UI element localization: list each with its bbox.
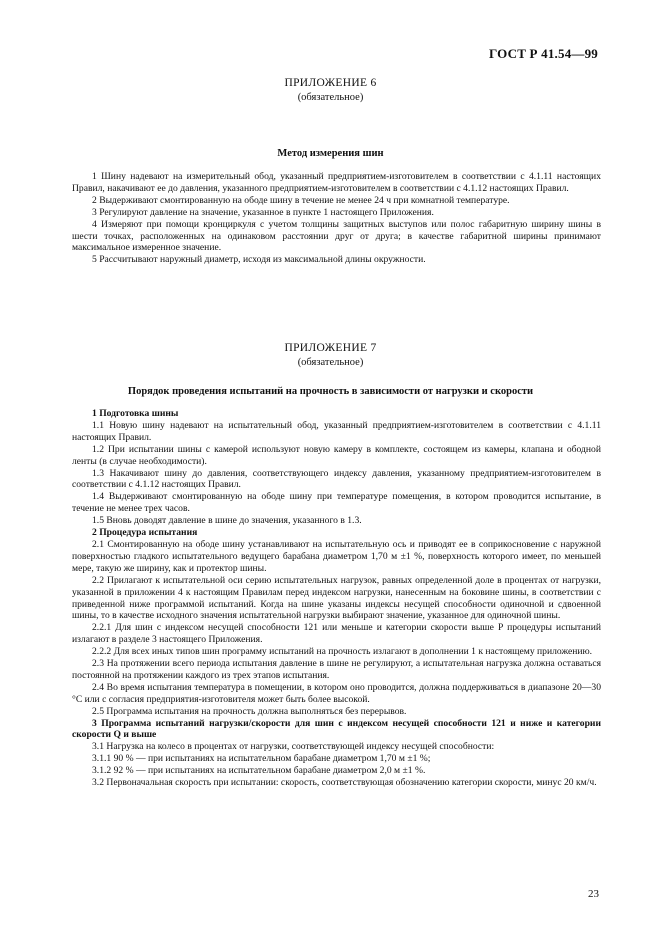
- appendix-6-paragraph: 2 Выдерживают смонтированную на ободе шину в течение не менее 24 ч при комнатной температуре.: [92, 194, 510, 206]
- appendix-7-paragraph: 3.2 Первоначальная скорость при испытании: скорость, соответствующая обозначению категории скорости, минус 20 км/ч.: [92, 777, 597, 789]
- appendix-7-paragraph: 1.2 При испытании шины с камерой используют новую камеру в комплекте, состоящем из камеры, клапана и ободной ленты (в случае необходимости).: [72, 443, 601, 467]
- appendix-6-title: ПРИЛОЖЕНИЕ 6: [284, 77, 377, 89]
- appendix-7-body: [72, 408, 601, 789]
- appendix-7-paragraph: 2.4 Во время испытания температура в помещении, в котором оно проводится, должна поддерживаться в диапазоне 20—30 °C или с согласия предприятия-изготовителя может быть более высокой.: [72, 681, 601, 705]
- appendix-7-title: ПРИЛОЖЕНИЕ 7: [284, 342, 377, 354]
- section-heading: 1 Подготовка шины: [92, 408, 179, 419]
- appendix-7-paragraph: 1.3 Накачивают шину до давления, соответствующего индексу давления, указанному предприятием-изготовителем в соответствии с 4.1.12 настоящих Правил.: [72, 467, 601, 491]
- appendix-7-subtitle: (обязательное): [297, 357, 364, 368]
- appendix-7-paragraph: 1.1 Новую шину надевают на испытательный обод, указанный предприятием-изготовителем в соответствии с 4.1.11 настоящих Правил.: [72, 419, 601, 443]
- appendix-7-paragraph: 3.1.1 90 % — при испытаниях на испытательном барабане диаметром 1,70 м ±1 %;: [92, 753, 431, 765]
- appendix-6-heading: Метод измерения шин: [277, 148, 384, 159]
- appendix-6-paragraph: 1 Шину надевают на измерительный обод, указанный предприятием-изготовителем в соответствии с 4.1.11 настоящих Правил, накачивают ее до давления, указанного предприятием-изготовителем в соответствии с 4.1.12 настоящих Правил.: [72, 171, 601, 194]
- section-heading: 2 Процедура испытания: [92, 527, 198, 539]
- appendix-6-body: [72, 171, 601, 266]
- appendix-7-paragraph: 2.3 На протяжении всего периода испытания давление в шине не регулируют, а испытательная нагрузка должна оставаться постоянной на протяжении каждого из трех этапов испытания.: [72, 658, 601, 681]
- appendix-7-paragraph: 2.5 Программа испытания на прочность должна выполняться без перерывов.: [92, 705, 407, 717]
- appendix-7-paragraph: 2.1 Смонтированную на ободе шину устанавливают на испытательную ось и приводят ее в соприкосновение с наружной поверхностью гладкого испытательного ведущего барабана диаметром 1,70 м ±1 %, поверхность которого имеет, по меньшей мере, такую же ширину, как и протектор шины.: [72, 538, 601, 574]
- appendix-7-paragraph: 2.2.2 Для всех иных типов шин программу испытаний на прочность излагают в дополнении 1 к настоящему приложению.: [92, 646, 593, 658]
- appendix-7-paragraph: 1.5 Вновь доводят давление в шине до значения, указанного в 1.3.: [92, 515, 362, 527]
- appendix-7-heading: Порядок проведения испытаний на прочность в зависимости от нагрузки и скорости: [127, 386, 534, 397]
- appendix-7-paragraph: 2.2.1 Для шин с индексом несущей способности 121 или меньше и категории скорости выше P процедуры испытаний излагают в разделе 3 настоящего Приложения.: [72, 622, 601, 646]
- page-number: 23: [588, 888, 599, 900]
- appendix-6-subtitle: (обязательное): [297, 92, 364, 103]
- section-heading: 3 Программа испытаний нагрузки/скорости для шин с индексом несущей способности 121 и ниже и категории скорости Q и выше: [72, 717, 601, 741]
- appendix-7-paragraph: 2.2 Прилагают к испытательной оси серию испытательных нагрузок, равных определенной доле в процентах от нагрузки, указанной в приложении 4 к настоящим Правилам перед индексом нагрузки, нанесенным на боковине шины, в соответствии с приведенной ниже программой испытаний. Когда на шине указаны индексы несущей способности одиночной и сдвоенной шины, то в качестве исходного значения испытательной нагрузки выбирают значение, указанное для одиночной шины.: [72, 574, 601, 622]
- appendix-6-paragraph: 3 Регулируют давление на значение, указанное в пункте 1 настоящего Приложения.: [92, 206, 434, 218]
- appendix-6-paragraph: 4 Измеряют при помощи кронциркуля с учетом толщины защитных выступов или полос габаритную ширину шины в шести точках, расположенных на одинаковом расстоянии друг от друга; в качестве габаритной ширины принимают максимальное измеренное значение.: [72, 218, 601, 254]
- appendix-7-paragraph: 1.4 Выдерживают смонтированную на ободе шину при температуре помещения, в котором проводится испытание, в течение не менее трех часов.: [72, 491, 601, 515]
- appendix-7-paragraph: 3.1.2 92 % — при испытаниях на испытательном барабане диаметром 2,0 м ±1 %.: [92, 765, 426, 777]
- appendix-6-paragraph: 5 Рассчитывают наружный диаметр, исходя из максимальной длины окружности.: [92, 254, 426, 266]
- document-header: ГОСТ Р 41.54—99: [489, 46, 598, 61]
- appendix-7-paragraph: 3.1 Нагрузка на колесо в процентах от нагрузки, соответствующей индексу несущей способности:: [92, 741, 495, 753]
